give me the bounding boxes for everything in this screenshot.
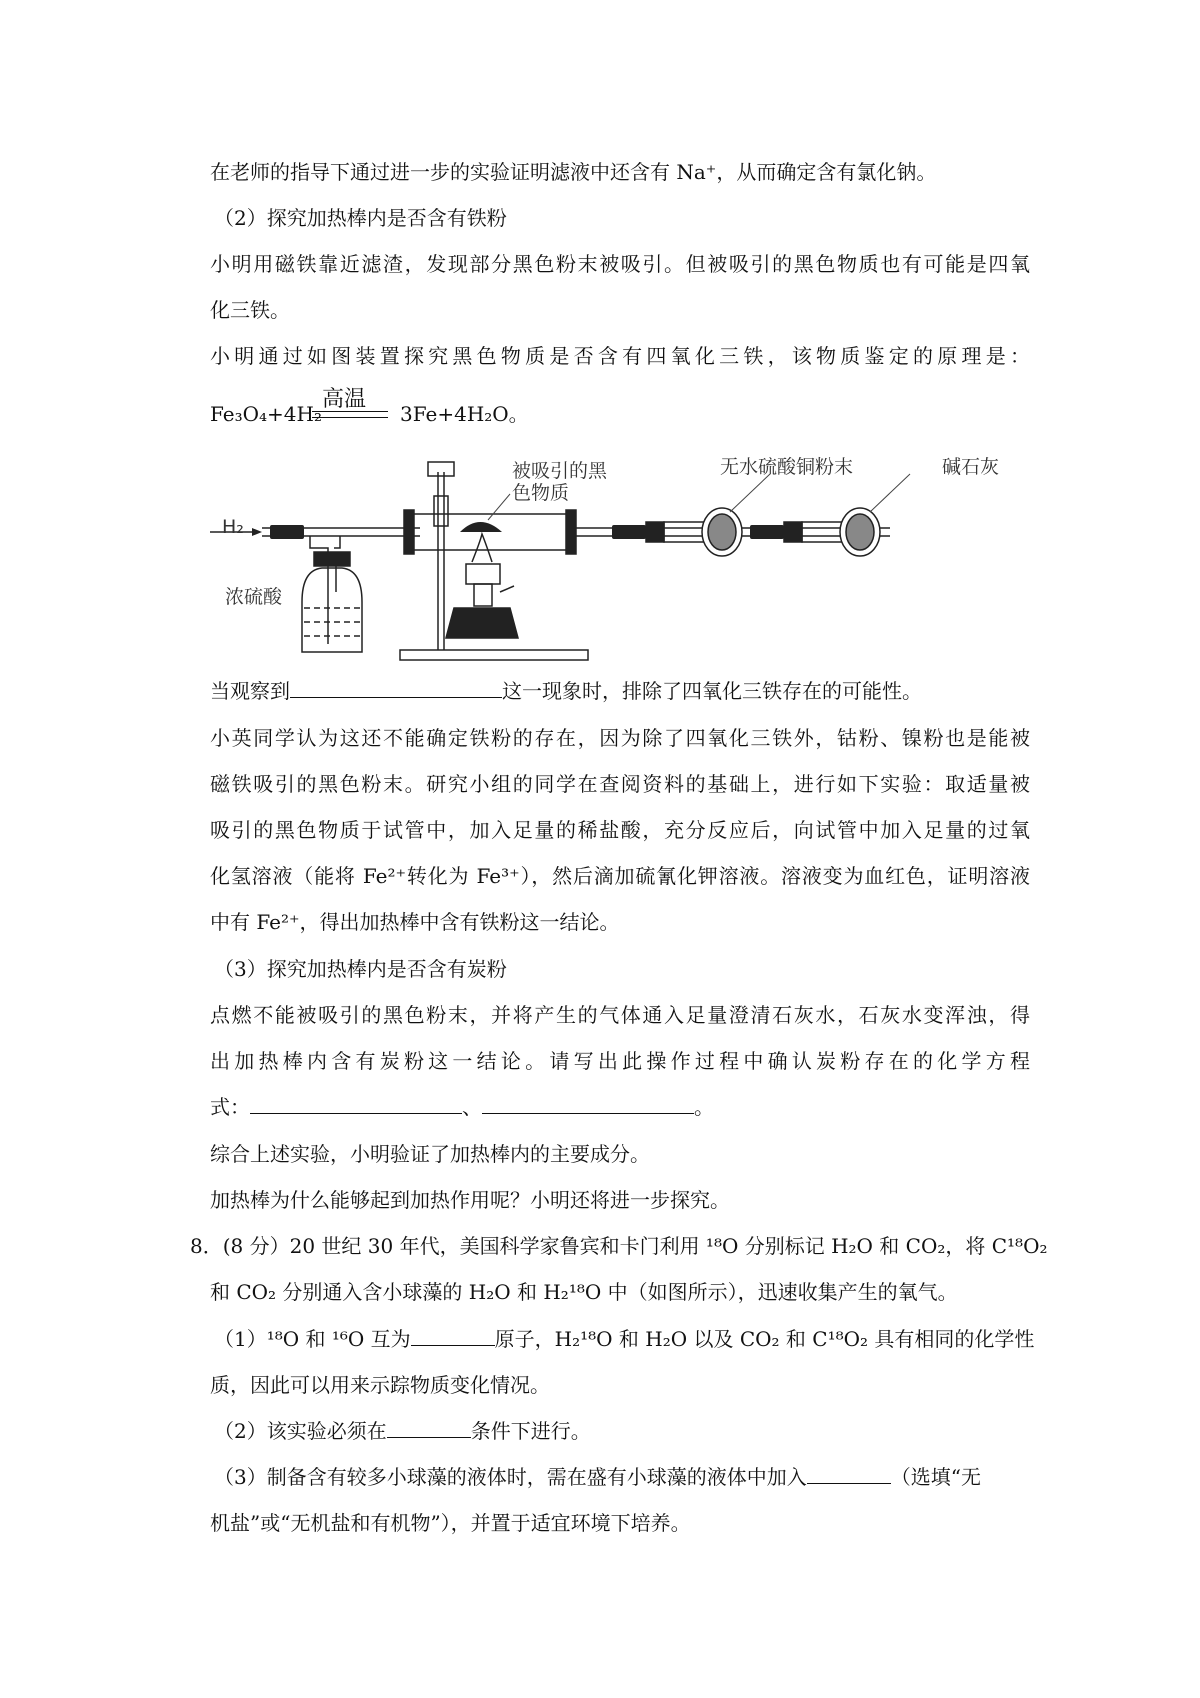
equation-right: 3Fe+4H₂O。: [400, 402, 529, 426]
text-fragment: 。: [694, 1095, 714, 1119]
paragraph-line: [210, 1093, 1030, 1121]
answer-blank[interactable]: [482, 1093, 694, 1114]
paragraph-line: 综合上述实验，小明验证了加热棒内的主要成分。: [210, 1142, 650, 1166]
sample-label-2: 色物质: [512, 482, 570, 504]
black-powder: [460, 522, 502, 532]
text-fragment: 条件下进行。: [470, 1419, 591, 1443]
answer-blank[interactable]: [250, 1093, 462, 1114]
text-fragment: （选填“无: [890, 1465, 981, 1489]
soda-lime-tube: [784, 508, 880, 556]
text-fragment: （2）该实验必须在: [214, 1419, 387, 1443]
paragraph-line: 化三铁。: [210, 298, 290, 322]
paragraph-line: 吸引的黑色物质于试管中，加入足量的稀盐酸，充分反应后，向试管中加入足量的过氧: [210, 818, 1030, 842]
equation-double-bar: [312, 411, 388, 418]
paragraph-line: 质，因此可以用来示踪物质变化情况。: [210, 1373, 550, 1397]
h2-label: H₂: [222, 516, 244, 538]
text-fragment: 这一现象时，排除了四氧化三铁存在的可能性。: [502, 679, 922, 703]
paragraph-line: [210, 677, 1030, 705]
apparatus-diagram: [210, 452, 980, 662]
conc-sulfuric-acid-label: 浓硫酸: [225, 586, 283, 608]
equation-left: Fe₃O₄+4H₂: [210, 402, 322, 426]
question-8-part3: [214, 1463, 1034, 1491]
paragraph-line: 和 CO₂ 分别通入含小球藻的 H₂O 和 H₂¹⁸O 中（如图所示），迅速收集产生的氧气。: [210, 1280, 958, 1304]
paragraph-line: 小明用磁铁靠近滤渣，发现部分黑色粉末被吸引。但被吸引的黑色物质也有可能是四氧: [210, 252, 1030, 276]
answer-blank[interactable]: [807, 1463, 891, 1484]
cuso4-label: 无水硫酸铜粉末: [720, 456, 854, 478]
answer-blank[interactable]: [411, 1325, 495, 1346]
part3-heading: （3）探究加热棒内是否含有炭粉: [214, 957, 507, 981]
text-fragment: 原子，H₂¹⁸O 和 H₂O 以及 CO₂ 和 C¹⁸O₂ 具有相同的化学性: [494, 1327, 1035, 1351]
equation-condition: 高温: [322, 387, 367, 412]
paragraph-line: 加热棒为什么能够起到加热作用呢？小明还将进一步探究。: [210, 1188, 730, 1212]
text-fragment: 、: [462, 1095, 482, 1119]
answer-blank[interactable]: [387, 1417, 471, 1438]
paragraph-line: 化氢溶液（能将 Fe²⁺转化为 Fe³⁺），然后滴加硫氰化钾溶液。溶液变为血红色，证明溶液: [210, 864, 1030, 888]
part2-heading: （2）探究加热棒内是否含有铁粉: [214, 206, 507, 230]
text-fragment: （3）制备含有较多小球藻的液体时，需在盛有小球藻的液体中加入: [214, 1465, 807, 1489]
sample-label-1: 被吸引的黑: [512, 460, 608, 482]
paragraph-line: 出加热棒内含有炭粉这一结论。请写出此操作过程中确认炭粉存在的化学方程: [210, 1049, 1030, 1073]
cuso4-tube: [646, 508, 742, 556]
h2-arrow-head: [252, 528, 262, 536]
question-8-part2: [214, 1417, 1034, 1445]
answer-blank[interactable]: [290, 677, 502, 698]
text-fragment: 式：: [210, 1095, 250, 1119]
paragraph-line: 点燃不能被吸引的黑色粉末，并将产生的气体通入足量澄清石灰水，石灰水变浑浊，得: [210, 1003, 1030, 1027]
text-fragment: （1）¹⁸O 和 ¹⁶O 互为: [214, 1327, 411, 1351]
paragraph-line: 中有 Fe²⁺，得出加热棒中含有铁粉这一结论。: [210, 910, 620, 934]
soda-lime-label: 碱石灰: [942, 456, 1000, 478]
question-8-stem: 8．(8 分）20 世纪 30 年代，美国科学家鲁宾和卡门利用 ¹⁸O 分别标记 H₂O 和 CO₂，将 C¹⁸O₂: [190, 1234, 1048, 1258]
paragraph-line: 在老师的指导下通过进一步的实验证明滤液中还含有 Na⁺，从而确定含有氯化钠。: [210, 160, 937, 184]
paragraph-line: 小英同学认为这还不能确定铁粉的存在，因为除了四氧化三铁外，钴粉、镍粉也是能被: [210, 726, 1030, 750]
paragraph-line: 机盐”或“无机盐和有机物”），并置于适宜环境下培养。: [210, 1511, 691, 1535]
wash-bottle: [302, 536, 362, 652]
paragraph-line: 磁铁吸引的黑色粉末。研究小组的同学在查阅资料的基础上，进行如下实验：取适量被: [210, 772, 1030, 796]
question-8-part1: [214, 1325, 1034, 1353]
paragraph-line: 小明通过如图装置探究黑色物质是否含有四氧化三铁，该物质鉴定的原理是：: [210, 344, 1030, 368]
text-fragment: 当观察到: [210, 679, 290, 703]
